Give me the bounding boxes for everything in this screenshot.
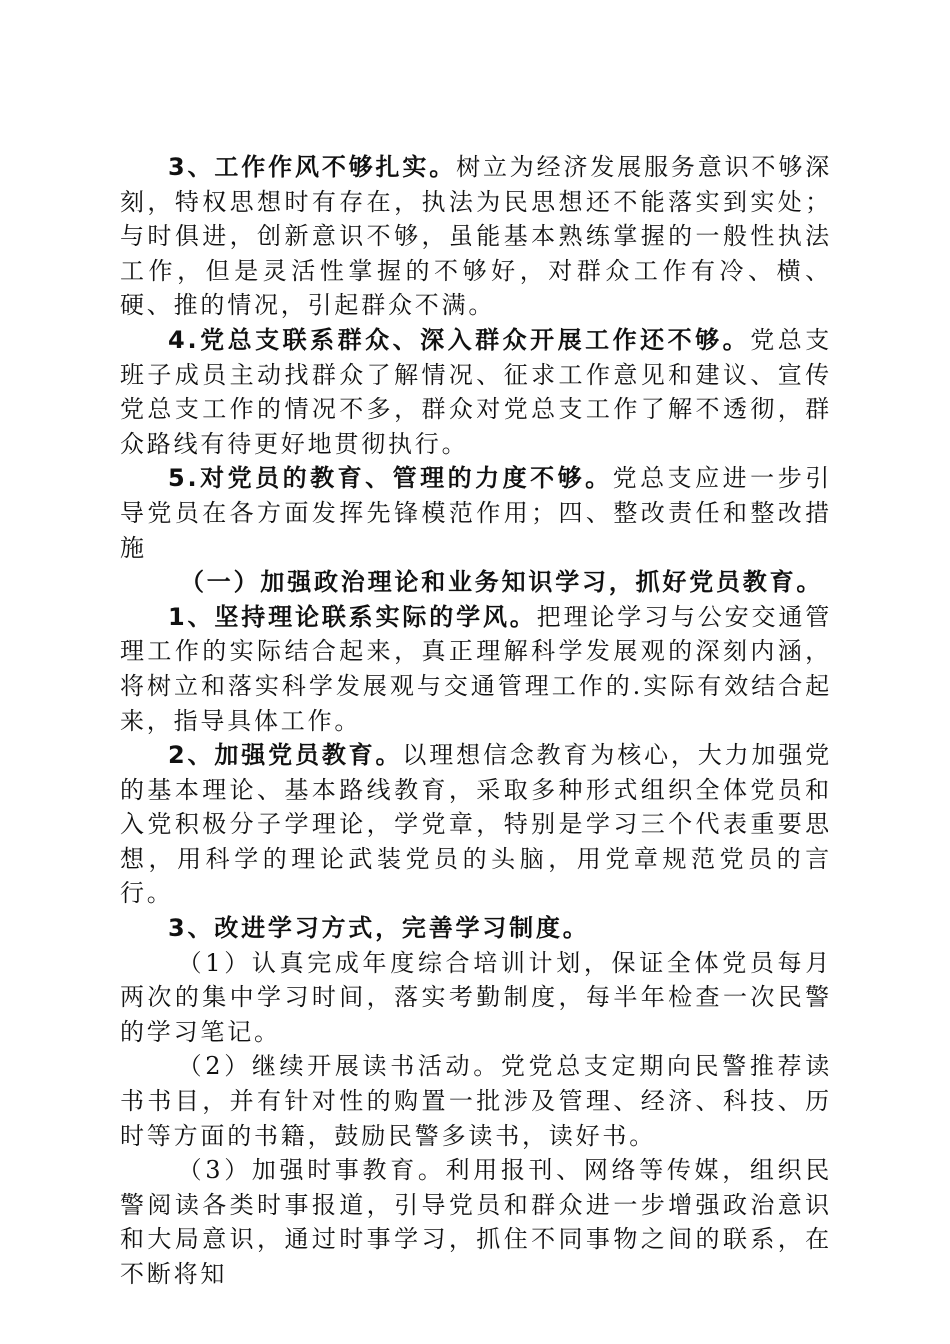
- paragraph-work-style: [120, 150, 832, 323]
- body-contact-masses: 党总支班子成员主动找群众了解情况、征求工作意见和建议、宣传党总支工作的情况不多，群众对党总支工作了解不透彻，群众路线有待更好地贯彻执行。: [120, 325, 832, 458]
- heading-study-style: 1、坚持理论联系实际的学风。: [168, 602, 537, 631]
- body-current-affairs: （3）加强时事教育。利用报刊、网络等传媒，组织民警阅读各类时事报道，引导党员和群众进一步增强政治意识和大局意识，通过时事学习，抓住不同事物之间的联系，在不断将知: [120, 1156, 832, 1288]
- body-training-plan: （1）认真完成年度综合培训计划，保证全体党员每月两次的集中学习时间，落实考勤制度，每半年检查一次民警的学习笔记。: [120, 948, 832, 1046]
- body-work-style: 树立为经济发展服务意识不够深刻，特权思想时有存在，执法为民思想还不能落实到实处；与时俱进，创新意识不够，虽能基本熟练掌握的一般性执法工作，但是灵活性掌握的不够好，对群众工作有冷、横、硬、推的情况，引起群众不满。: [120, 153, 832, 320]
- paragraph-reading-activity: [120, 1049, 832, 1153]
- body-member-education-management: 党总支应进一步引导党员在各方面发挥先锋模范作用；四、整改责任和整改措施: [120, 464, 832, 562]
- heading-member-education-management: 5.对党员的教育、管理的力度不够。: [168, 464, 613, 493]
- heading-political-theory: （一）加强政治理论和业务知识学习，抓好党员教育。: [180, 568, 824, 597]
- section-heading-political-theory: [120, 565, 832, 600]
- paragraph-contact-masses: [120, 323, 832, 461]
- paragraph-strengthen-education: [120, 738, 832, 911]
- body-reading-activity: （2）继续开展读书活动。党党总支定期向民警推荐读书书目，并有针对性的购置一批涉及管理、经济、科技、历时等方面的书籍，鼓励民警多读书，读好书。: [120, 1052, 832, 1150]
- body-strengthen-education: 以理想信念教育为核心，大力加强党的基本理论、基本路线教育，采取多种形式组织全体党员和入党积极分子学理论，学党章，特别是学习三个代表重要思想，用科学的理论武装党员的头脑，用党章规范党员的言行。: [120, 741, 832, 908]
- paragraph-study-style: [120, 600, 832, 738]
- paragraph-improve-study: [120, 911, 832, 946]
- paragraph-member-education-management: [120, 461, 832, 565]
- heading-work-style: 3、工作作风不够扎实。: [168, 153, 457, 181]
- heading-contact-masses: 4.党总支联系群众、深入群众开展工作还不够。: [168, 325, 751, 354]
- paragraph-training-plan: [120, 946, 832, 1050]
- body-study-style: 把理论学习与公安交通管理工作的实际结合起来，真正理解科学发展观的深刻内涵，将树立和落实科学发展观与交通管理工作的.实际有效结合起来，指导具体工作。: [120, 602, 832, 735]
- document-body: [120, 150, 832, 1292]
- paragraph-current-affairs: [120, 1153, 832, 1291]
- heading-strengthen-education: 2、加强党员教育。: [168, 741, 403, 770]
- heading-improve-study: 3、改进学习方式，完善学习制度。: [168, 914, 590, 943]
